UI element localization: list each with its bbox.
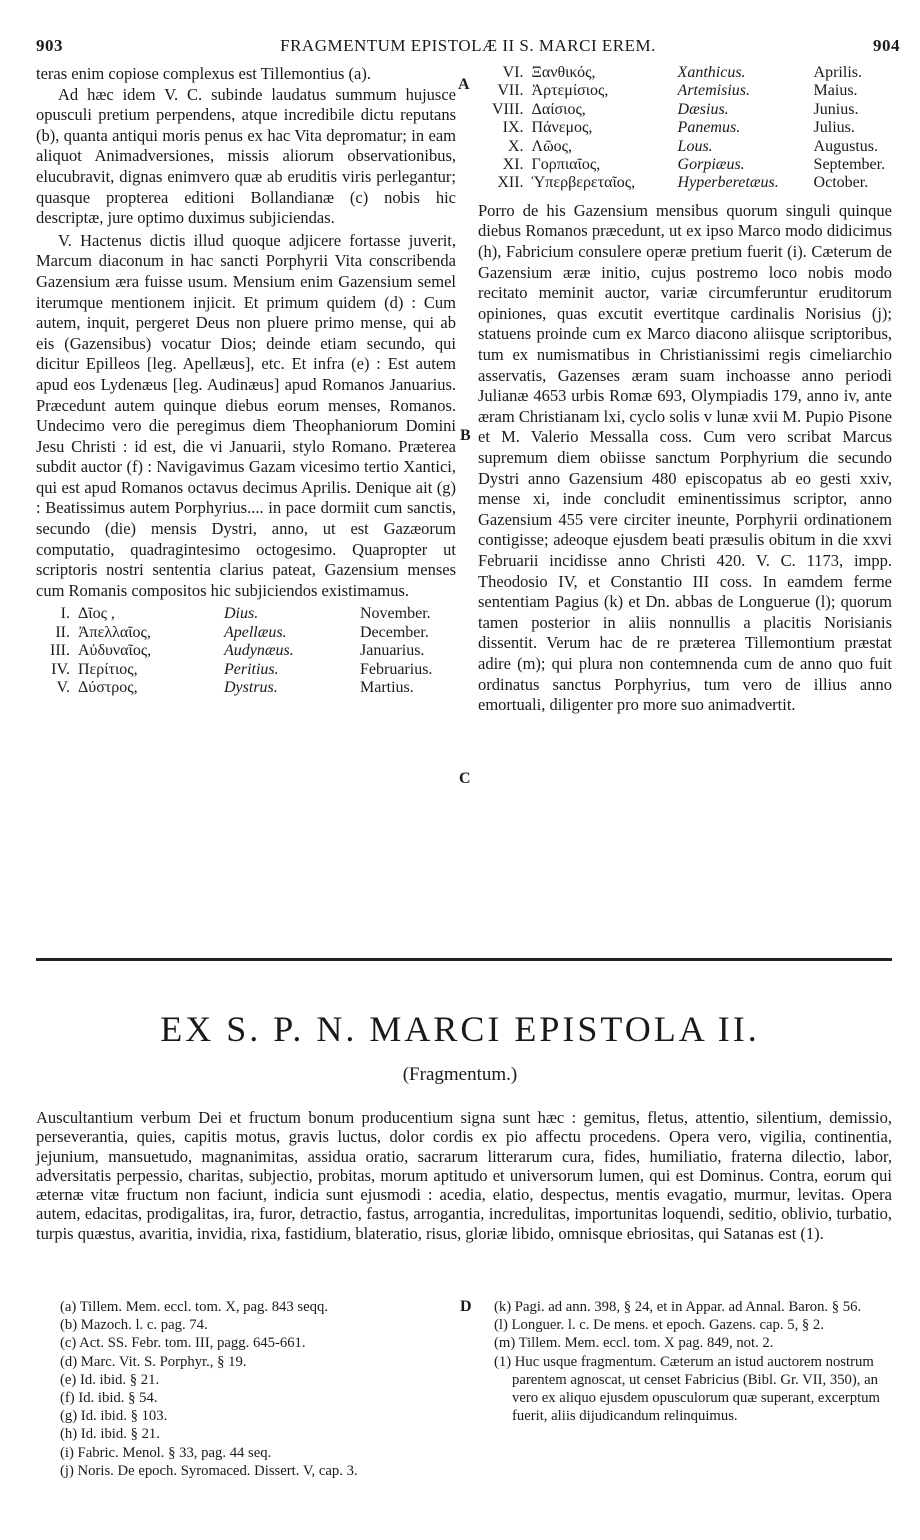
margin-mark-d: D <box>460 1298 472 1315</box>
month-roman-equivalent: Aprilis. <box>813 64 862 81</box>
month-latin-name: Dæsius. <box>677 100 729 118</box>
month-roman-equivalent: Martius. <box>359 679 414 697</box>
month-greek-name: Λῶος, <box>531 137 573 155</box>
month-latin-name: Gorpiæus. <box>677 156 745 174</box>
footnotes-left <box>60 1298 450 1480</box>
month-roman-equivalent: Junius. <box>813 100 859 118</box>
paragraph: V. Hactenus dictis illud quoque adjicere fortasse juverit, Marcum diaconum in hac sancti Porphyrii Vita conscribenda Gazensium æra fuisse usum. Mensium enim Gazensium semel iterumque mentionem injicit. Et primum quidem (d) : Cum autem, inquit, pergeret Deus non pluere primo mense, qui ab eis (Gazensibus) vocatur Dios; deinde etiam secundo, qui dicitur Epilleos [leg. Apellæus], etc. Et infra (e) : Est autem apud eos Lydenæus [leg. Audinæus] apud Romanos Januarius. Præcedunt autem quinque diebus eorum menses, Romanos. Undecimo vero die peregimus diem Theophaniorum Domini Jesu Christi : id est, die vi Januarii, stylo Romano. Præterea subdit auctor (f) : Navigavimus Gazam vicesimo tertio Xantici, qui est apud Romanos octavus decimus Aprilis. Denique ait (g) : Beatissimus autem Porphyrius.... in pace dormiit cum sanctis, secundo (die) mensis Dystri, anno, ut est Gazæorum computatio, quadragintesimo octogesimo. Quapropter ut scriptoris nostri sententia clarius pateat, Gazensium menses cum Romanis compositos hic subjiciendos existimamus. <box>36 230 456 600</box>
month-row <box>50 642 432 660</box>
month-number: X. <box>507 137 524 155</box>
paragraph: Ad hæc idem V. C. subinde laudatus summum hujusce opusculi pretium perpendens, atque incredibile dictu reputans (b), quanta antiqui moris penus ex hac Vita depromatur; in eam aliquot Animadversiones, missis aliorum observationibus, elucubravit, dignas enimvero quæ ab eruditis viris perlegantur; quasque propterea editioni Bollandianæ (c) nobis hic descriptæ, jure optimo duximus subjiciendas. <box>36 84 456 228</box>
margin-mark-c: C <box>459 770 471 787</box>
month-latin-name: Audynæus. <box>223 642 294 660</box>
right-column <box>478 64 892 716</box>
month-number: II. <box>55 623 70 641</box>
month-row <box>492 138 885 156</box>
footnote: (k) Pagi. ad ann. 398, § 24, et in Appar. ad Annal. Baron. § 56. <box>494 1299 862 1315</box>
footnote: (d) Marc. Vit. S. Porphyr., § 19. <box>60 1353 247 1370</box>
month-row <box>492 119 885 137</box>
month-row <box>492 82 885 100</box>
month-row <box>50 624 432 642</box>
month-latin-name: Panemus. <box>677 119 741 137</box>
section-divider <box>36 958 892 961</box>
month-greek-name: Ἀρτεμίσιος, <box>531 82 609 100</box>
page-number-left: 903 <box>36 36 63 55</box>
footnote: (h) Id. ibid. § 21. <box>60 1426 160 1443</box>
month-number: IV. <box>51 660 70 678</box>
month-greek-name: Ξανθικός, <box>531 64 596 81</box>
month-greek-name: Δῖος , <box>77 605 115 623</box>
month-latin-name: Peritius. <box>223 660 279 678</box>
epistle-text: Auscultantium verbum Dei et fructum bonum producentium signa sunt hæc : gemitus, fletus, attentio, silentium, demissio, perseverantia, quies, capitis motus, gravis luctus, dolor cordis ex pio affectu procedens. Opera vero, vigilia, continentia, jejunium, mansuetudo, magnanimitas, assidua oratio, sacrarum litterarum cura, fides, humiliatio, fraterna dilectio, labor, adversitatis perpessio, charitas, subjectio, probitas, morum aptitudo et universorum lumen, qui est Dominus. Contra, eorum qui æternæ vitæ fructum non faciunt, indicia sunt ejusmodi : acedia, elatio, despectus, mentis evagatio, murmur, levitas. Opera autem, edacitas, prodigalitas, ira, furor, detractio, fastus, arrogantia, incredulitas, importunitas loquendi, seditio, oblivio, turbatio, turpis quæstus, avaritia, invidia, rixa, fastidium, blateratio, risus, gloriæ libido, omnisque ebriositas, qui Satanas est (1). <box>36 1108 892 1243</box>
month-roman-equivalent: September. <box>813 156 886 174</box>
month-number: IX. <box>502 119 524 137</box>
margin-mark-b: B <box>460 427 471 444</box>
month-number: I. <box>60 605 70 623</box>
footnote: (m) Tillem. Mem. eccl. tom. X pag. 849, not. 2. <box>494 1335 774 1352</box>
month-greek-name: Δύστρος, <box>77 679 138 697</box>
month-roman-equivalent: Augustus. <box>813 137 878 155</box>
footnote: (1) Huc usque fragmentum. Cæterum an istud auctorem nostrum parentem agnoscat, ut censet Fabricius (Bibl. Gr. VII, 350), an vero ex aliquo ejusdem opusculorum quæ superant, excerptum fuerit, aliis dijudicandum relinquimus. <box>494 1353 880 1425</box>
footnote: (f) Id. ibid. § 54. <box>60 1390 158 1407</box>
month-roman-equivalent: Februarius. <box>359 660 433 678</box>
month-latin-name: Apellæus. <box>223 623 287 641</box>
paragraph: Porro de his Gazensium mensibus quorum singuli quinque diebus Romanos præcedunt, ut ex ipso Marco modo didicimus (h), Fabricium consulere operæ pretium fuerit (i). Cæterum de Gazensium æræ initio, cujus postremo loco nobis modo recitato meminit auctor, variæ circumferuntur eruditorum opiniones, quas excutit evertitque cardinalis Norisius (j); statuens proinde cum ex Marco diacono aliisque scriptoribus, tum ex numismatibus in Christianissimi regis cimeliarchio asservatis, Gazenses æram suam inchoasse anno periodi Julianæ 4653 urbis Romæ 693, Olympiadis 179, anno iv, ante æram Christianam lxi, cyclo solis v lunæ xvii M. Pupio Pisone et M. Valerio Messalla coss. Cum vero scribat Marcus supremum diem obiisse sanctum Porphyrium die secundo Dystri anno Gazensium 480 episcopatus ab eo gesti xxiv, mense xi, inde concludit eminentissimus scriptor, anno Gazensium 455 vere circiter ineunte, Porphyrii ordinationem contigisse; adeoque ejusdem beati præsulis obitum in die xxvi Februarii incidisse anno Christi 420. V. C. 1173, impp. Theodosio IV, et Constantio III coss. In eamdem ferme sententiam Pagius (k) et Dn. abbas de Longuerue (l); quorum tamen posterior in aliis nonnullis a placitis Norisianis dissentit. Verum hac de re præterea Tillemontium præstat adire (m); qui plura non contemnenda cum de anno quo fuit ordinatus sanctus Porphyrius, tum vero de illius anno emortuali, diligenter pro more suo animadvertit. <box>478 200 892 715</box>
footnotes-right <box>494 1298 894 1425</box>
section-title: EX S. P. N. MARCI EPISTOLA II. <box>160 1009 760 1049</box>
month-number: VII. <box>497 82 524 100</box>
month-row <box>492 101 885 119</box>
month-roman-equivalent: Julius. <box>813 119 855 137</box>
footnote: (b) Mazoch. l. c. pag. 74. <box>60 1317 208 1334</box>
running-title: FRAGMENTUM EPISTOLÆ II S. MARCI EREM. <box>280 36 656 55</box>
month-latin-name: Hyperberetæus. <box>677 174 779 192</box>
month-table-right <box>492 64 885 193</box>
month-latin-name: Dius. <box>223 605 259 623</box>
month-latin-name: Dystrus. <box>223 679 278 697</box>
running-header <box>36 36 900 58</box>
footnote: (j) Noris. De epoch. Syromaced. Dissert. V, cap. 3. <box>60 1462 358 1479</box>
month-row <box>492 64 885 82</box>
month-row <box>50 605 432 623</box>
footnote: (e) Id. ibid. § 21. <box>60 1371 160 1388</box>
month-roman-equivalent: November. <box>359 605 431 623</box>
section-subtitle: (Fragmentum.) <box>402 1064 518 1085</box>
left-column <box>36 64 456 697</box>
month-row <box>50 679 432 697</box>
month-greek-name: Πάνεμος, <box>531 119 593 137</box>
paragraph: teras enim copiose complexus est Tillemontius (a). <box>36 64 371 83</box>
month-table-left <box>50 605 432 697</box>
month-greek-name: Ὑπερβερεταῖος, <box>531 174 636 192</box>
month-roman-equivalent: Maius. <box>813 82 858 100</box>
month-greek-name: Αὐδυναῖος, <box>77 642 152 660</box>
month-number: XII. <box>497 174 524 192</box>
month-number: VI. <box>502 64 524 81</box>
month-latin-name: Lous. <box>677 137 713 155</box>
month-latin-name: Artemisius. <box>677 82 750 100</box>
month-greek-name: Δαίσιος, <box>531 100 586 118</box>
month-number: XI. <box>502 156 524 174</box>
month-row <box>50 661 432 679</box>
month-number: VIII. <box>492 100 524 118</box>
footnote: (i) Fabric. Menol. § 33, pag. 44 seq. <box>60 1444 272 1461</box>
month-number: V. <box>56 679 70 697</box>
month-roman-equivalent: October. <box>813 174 869 192</box>
footnote: (c) Act. SS. Febr. tom. III, pagg. 645-661. <box>60 1335 306 1352</box>
month-latin-name: Xanthicus. <box>677 64 746 81</box>
month-number: III. <box>50 642 70 660</box>
month-greek-name: Γορπιαῖος, <box>531 156 601 174</box>
footnote: (l) Longuer. l. c. De mens. et epoch. Gazens. cap. 5, § 2. <box>494 1317 824 1334</box>
page-number-right: 904 <box>873 36 900 55</box>
month-row <box>492 156 885 174</box>
margin-mark-a: A <box>458 76 470 93</box>
month-greek-name: Περίτιος, <box>77 660 138 678</box>
month-roman-equivalent: December. <box>359 623 429 641</box>
month-roman-equivalent: Januarius. <box>359 642 425 660</box>
footnote: (g) Id. ibid. § 103. <box>60 1408 168 1425</box>
month-greek-name: Ἀπελλαῖος, <box>77 623 151 641</box>
month-row <box>492 174 885 192</box>
footnote: (a) Tillem. Mem. eccl. tom. X, pag. 843 seqq. <box>60 1299 329 1315</box>
